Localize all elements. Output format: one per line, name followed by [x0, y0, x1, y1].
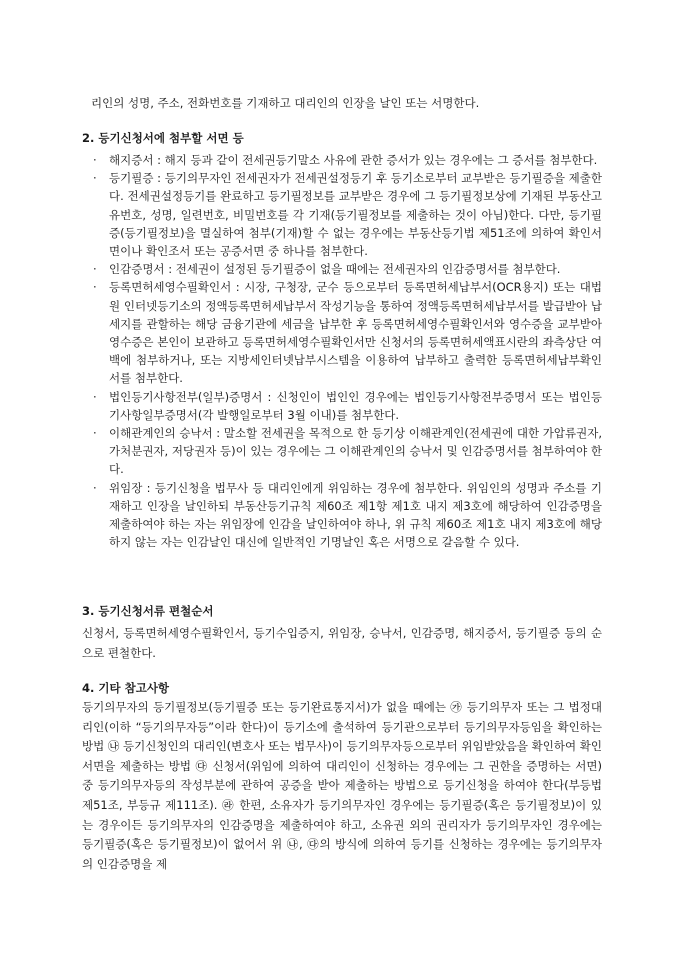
list-item: · 해지증서 : 해지 등과 같이 전세권등기말소 사유에 관한 증서가 있는 경우에는 그 증서를 첨부한다. — [92, 151, 602, 169]
intro-continuation: 리인의 성명, 주소, 전화번호를 기재하고 대리인의 인장을 날인 또는 서명한다. — [91, 96, 480, 110]
list-item: · 법인등기사항전부(일부)증명서 : 신청인이 법인인 경우에는 법인등기사항전부증명서 또는 법인등기사항일부증명서(각 발행일로부터 3월 이내)를 첨부한다. — [92, 388, 602, 424]
list-item: · 등기필증 : 등기의무자인 전세권자가 전세권설정등기 후 등기소로부터 교부받은 등기필증을 제출한다. 전세권설정등기를 완료하고 등기필정보를 교부받은 경우에 그 등기필정보상에 기재된 부동산고유번호, 성명, 일련번호, 비밀번호를 각 기재(등기필정보를 제출하는 것이 아님)한다. 다만, 등기필증(등기필정보)을 멸실하여 첨부(기재)할 수 없는 경우에는 부동산등기법 제51조에 의하여 확인서면이나 확인조서 또는 공증서면 중 하나를 첨부한다. — [92, 169, 602, 260]
attachment-list — [92, 151, 602, 551]
section-3-body: 신청서, 등록면허세영수필확인서, 등기수입증지, 위임장, 승낙서, 인감증명, 해지증서, 등기필증 등의 순으로 편철한다. — [82, 626, 602, 660]
list-item: · 위임장 : 등기신청을 법무사 등 대리인에게 위임하는 경우에 첨부한다. 위임인의 성명과 주소를 기재하고 인장을 날인하되 부동산등기규칙 제60조 제1항 제1호 내지 제3호에 해당하여 인감증명을 제출하여야 하는 자는 위임장에 인감을 날인하여야 하나, 위 규칙 제60조 제1호 내지 제3호에 해당하지 않는 자는 인감날인 대신에 일반적인 기명날인 혹은 서명으로 갈음할 수 있다. — [92, 479, 602, 552]
section-2-heading: 2. 등기신청서에 첨부할 서면 등 — [82, 131, 244, 145]
section-4-body: 등기의무자의 등기필정보(등기필증 또는 등기완료통지서)가 없을 때에는 ㉮ 등기의무자 또는 그 법정대리인(이하 “등기의무자등”이라 한다)이 등기소에 출석하여 등기관으로부터 등기의무자등임을 확인하는 방법 ㉯ 등기신청인의 대리인(변호사 또는 법무사)이 등기의무자등으로부터 위임받았음을 확인하여 확인서면을 제출하는 방법 ㉰ 신청서(위임에 의하여 대리인이 신청하는 경우에는 그 권한을 증명하는 서면) 중 등기의무자등의 작성부분에 관하여 공증을 받아 제출하는 방법으로 등기신청을 하여야 한다(부등법 제51조, 부등규 제111조). ㉱ 한편, 소유자가 등기의무자인 경우에는 등기필증(혹은 등기필정보)이 있는 경우이든 등기의무자의 인감증명을 제출하여야 하고, 소유권 외의 권리자가 등기의무자인 경우에는 등기필증(혹은 등기필정보)이 없어서 위 ㉯, ㉰의 방식에 의하여 등기를 신청하는 경우에는 등기의무자의 인감증명을 제 — [82, 700, 602, 871]
list-item: · 인감증명서 : 전세권이 설정된 등기필증이 없을 때에는 전세권자의 인감증명서를 첨부한다. — [92, 260, 602, 278]
section-4-heading: 4. 기타 참고사항 — [82, 681, 170, 695]
section-3-heading: 3. 등기신청서류 편철순서 — [82, 604, 214, 618]
list-item: · 등록면허세영수필확인서 : 시장, 구청장, 군수 등으로부터 등록면허세납부서(OCR용지) 또는 대법원 인터넷등기소의 정액등록면허세납부서 작성기능을 통하여 정액등록면허세납부서를 발급받아 납세지를 관할하는 해당 금융기관에 세금을 납부한 후 등록면허세영수필확인서와 영수증을 교부받아 영수증은 본인이 보관하고 등록면허세영수필확인서만 신청서의 등록면허세액표시란의 좌측상단 여백에 첨부하거나, 또는 지방세인터넷납부시스템을 이용하여 납부하고 출력한 등록면허세납부확인서를 첨부한다. — [92, 278, 602, 387]
list-item: · 이해관계인의 승낙서 : 말소할 전세권을 목적으로 한 등기상 이해관계인(전세권에 대한 가압류권자, 가처분권자, 저당권자 등)이 있는 경우에는 그 이해관계인의 승낙서 및 인감증명서를 첨부하여야 한다. — [92, 424, 602, 479]
